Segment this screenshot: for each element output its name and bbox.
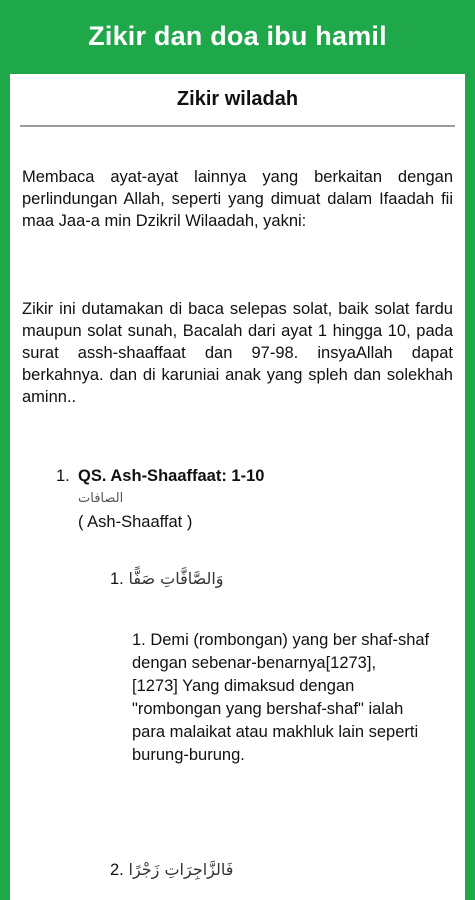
instruction-paragraph: Zikir ini dutamakan di baca selepas solat, baik solat fardu maupun solat sunah, Bacalah dari ayat 1 hingga 10, pada surat assh-shaaffaat dan 97-98. insyaAllah dapat berkahnya. dan di karuniai anak yang spleh dan solekhah aminn.. <box>22 300 453 406</box>
verse-arabic-line <box>110 569 224 589</box>
surah-latin-name: ( Ash-Shaaffat ) <box>78 513 193 531</box>
content-panel[interactable] <box>10 74 465 900</box>
intro-paragraph: Membaca ayat-ayat lainnya yang berkaitan dengan perlindungan Allah, seperti yang dimuat dalam Ifaadah fii maa Jaa-a min Dzikril Wilaadah, yakni: <box>22 168 453 230</box>
app-title: Zikir dan doa ibu hamil <box>88 20 387 51</box>
verse-number: 2. <box>110 861 124 879</box>
verse-number: 1. <box>110 570 124 588</box>
list-number: 1. <box>56 467 70 485</box>
surah-arabic-name: الصافات <box>78 491 124 506</box>
section-title: Zikir wiladah <box>176 88 299 110</box>
verse-arabic-text: فَالزَّاجِرَاتِ زَجْرًا <box>128 860 234 879</box>
verse-translation: 1. Demi (rombongan) yang ber shaf-shaf dengan sebenar-benarnya[1273], [1273] Yang dimaksud dengan "rombongan yang bershaf-shaf" ialah para malaikat atau makhluk lain seperti burung-burung. <box>132 631 430 764</box>
verse-arabic-line <box>110 860 233 880</box>
surah-heading: QS. Ash-Shaaffaat: 1-10 <box>78 467 265 485</box>
title-divider <box>20 125 455 127</box>
verse-arabic-text: وَالصَّافَّاتِ صَفًّا <box>128 569 224 588</box>
app-header <box>0 0 475 74</box>
